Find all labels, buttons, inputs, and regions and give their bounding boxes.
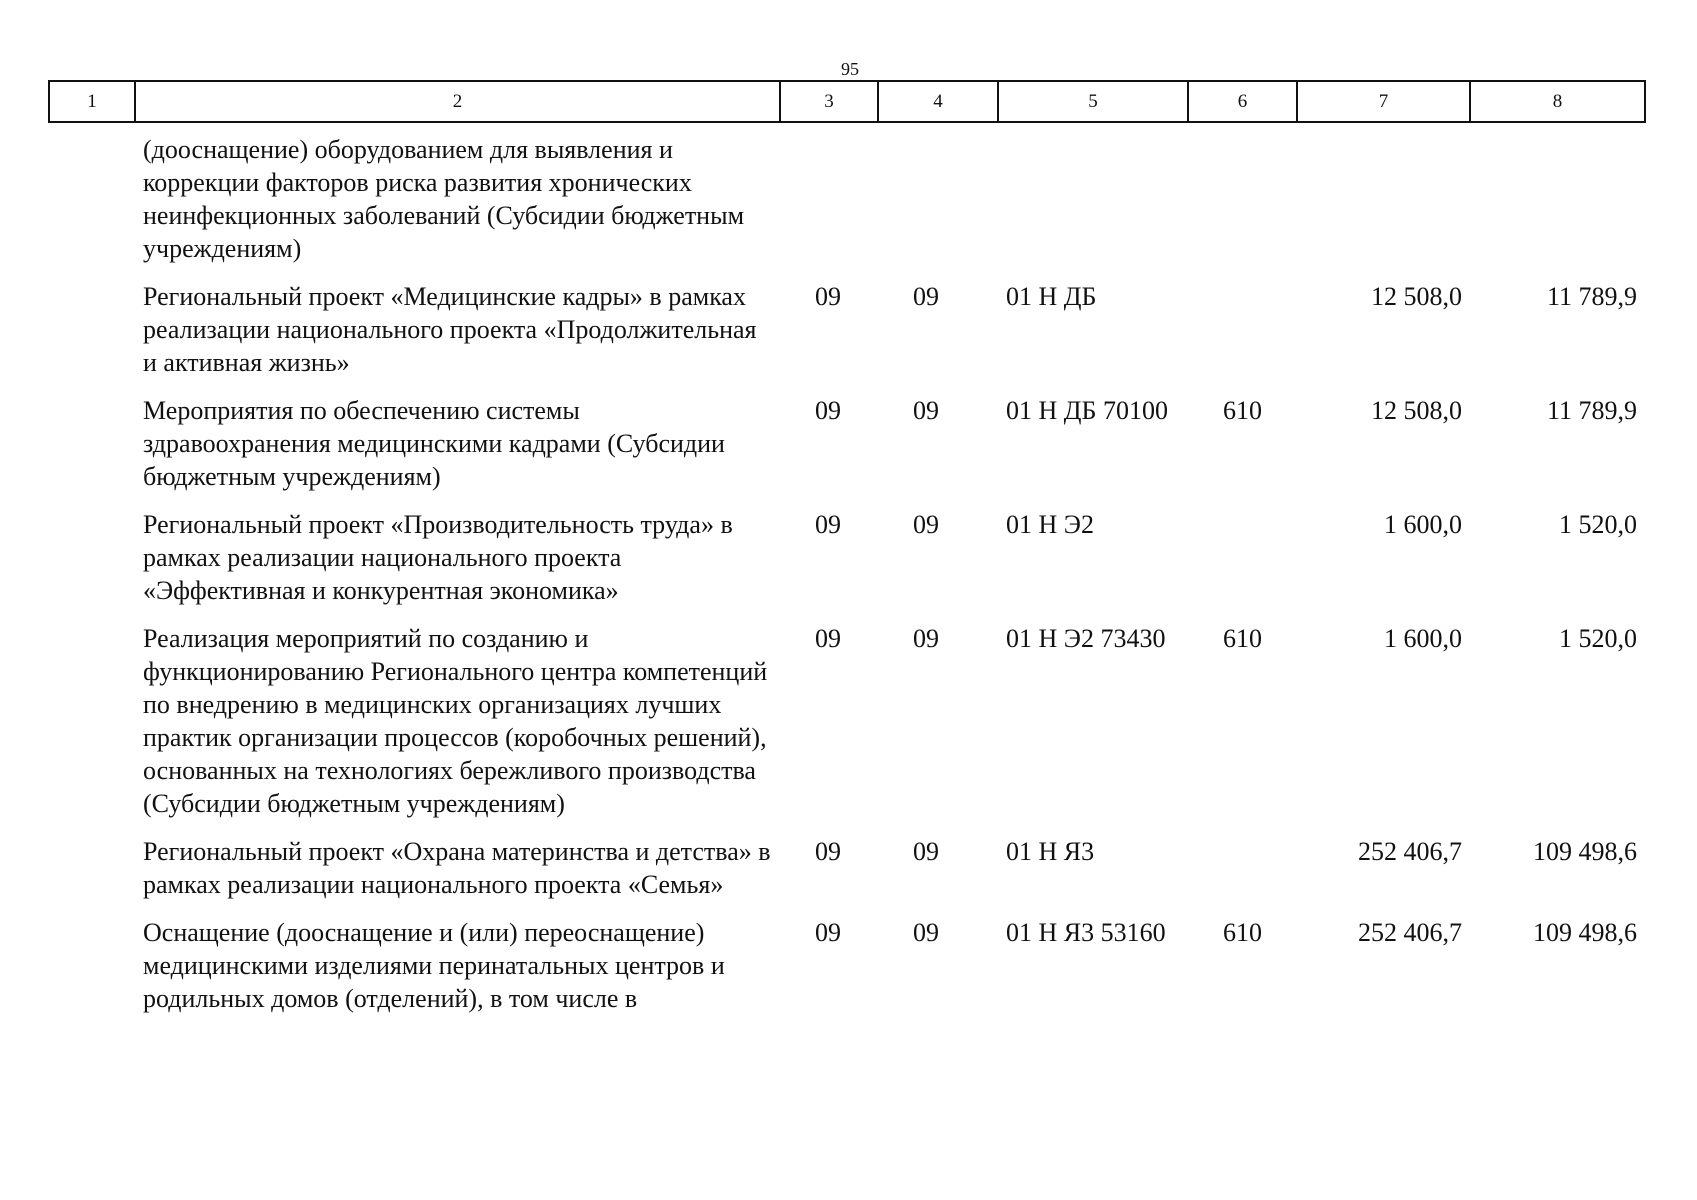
row-subsection bbox=[878, 122, 998, 280]
table-row bbox=[49, 916, 1645, 1030]
row-section: 09 bbox=[815, 624, 841, 653]
header-col-2: 2 bbox=[135, 81, 780, 122]
header-col-1: 1 bbox=[49, 81, 135, 122]
header-col-6: 6 bbox=[1188, 81, 1297, 122]
row-amount-2 bbox=[1470, 122, 1645, 280]
row-target-article: 01 Н ДБ 70100 bbox=[1006, 396, 1168, 425]
row-target-article: 01 Н Э2 bbox=[1006, 510, 1094, 539]
row-target-article: 01 Н Э2 73430 bbox=[1006, 624, 1166, 653]
row-section: 09 bbox=[815, 282, 841, 311]
row-expense-type bbox=[1188, 508, 1297, 622]
table-row bbox=[49, 394, 1645, 508]
row-amount-1: 252 406,7 bbox=[1358, 918, 1462, 947]
row-amount-2: 11 789,9 bbox=[1546, 282, 1637, 311]
row-expense-type bbox=[1188, 122, 1297, 280]
row-amount-2: 109 498,6 bbox=[1533, 837, 1637, 866]
row-subsection: 09 bbox=[913, 282, 939, 311]
budget-table bbox=[48, 80, 1646, 1030]
table-row bbox=[49, 835, 1645, 916]
row-section: 09 bbox=[815, 510, 841, 539]
row-description: Оснащение (дооснащение и (или) переоснащение) медицинскими изделиями перинатальных центров и родильных домов (отделений), в том числе в bbox=[143, 918, 725, 1013]
header-col-7: 7 bbox=[1297, 81, 1470, 122]
row-target-article: 01 Н ДБ bbox=[1006, 282, 1097, 311]
header-col-4: 4 bbox=[878, 81, 998, 122]
row-target-article: 01 Н Я3 bbox=[1006, 837, 1095, 866]
table-body bbox=[49, 122, 1645, 1030]
row-description: Региональный проект «Охрана материнства и детства» в рамках реализации национального проекта «Семья» bbox=[143, 837, 771, 899]
row-expense-type: 610 bbox=[1223, 396, 1262, 425]
row-description: Региональный проект «Медицинские кадры» в рамках реализации национального проекта «Продолжительная и активная жизнь» bbox=[143, 282, 757, 377]
row-subsection: 09 bbox=[913, 510, 939, 539]
row-amount-2: 11 789,9 bbox=[1546, 396, 1637, 425]
row-amount-2: 1 520,0 bbox=[1559, 624, 1637, 653]
row-col1 bbox=[49, 622, 135, 835]
row-col1 bbox=[49, 835, 135, 916]
row-section bbox=[780, 122, 878, 280]
row-amount-1: 1 600,0 bbox=[1384, 510, 1462, 539]
row-expense-type: 610 bbox=[1223, 918, 1262, 947]
table-row bbox=[49, 280, 1645, 394]
row-expense-type bbox=[1188, 835, 1297, 916]
row-col1 bbox=[49, 394, 135, 508]
row-section: 09 bbox=[815, 918, 841, 947]
row-amount-1: 12 508,0 bbox=[1371, 282, 1462, 311]
row-amount-1: 252 406,7 bbox=[1358, 837, 1462, 866]
row-col1 bbox=[49, 280, 135, 394]
row-description: Мероприятия по обеспечению системы здравоохранения медицинскими кадрами (Субсидии бюджетным учреждениям) bbox=[143, 396, 725, 491]
header-col-5: 5 bbox=[998, 81, 1188, 122]
header-col-8: 8 bbox=[1470, 81, 1645, 122]
row-amount-1: 12 508,0 bbox=[1371, 396, 1462, 425]
header-row bbox=[49, 81, 1645, 122]
header-col-3: 3 bbox=[780, 81, 878, 122]
table-row bbox=[49, 622, 1645, 835]
row-expense-type: 610 bbox=[1223, 624, 1262, 653]
table-row bbox=[49, 508, 1645, 622]
row-amount-2: 109 498,6 bbox=[1533, 918, 1637, 947]
row-subsection: 09 bbox=[913, 918, 939, 947]
table-header bbox=[49, 81, 1645, 122]
row-section: 09 bbox=[815, 396, 841, 425]
table-row bbox=[49, 122, 1645, 280]
row-amount-1 bbox=[1297, 122, 1470, 280]
row-expense-type bbox=[1188, 280, 1297, 394]
row-col1 bbox=[49, 508, 135, 622]
row-description: Реализация мероприятий по созданию и функционированию Регионального центра компетенций по внедрению в медицинских организациях лучших практик организации процессов (коробочных решений), основанных на технологиях бережливого производства (Субсидии бюджетным учреждениям) bbox=[143, 624, 768, 818]
row-col1 bbox=[49, 916, 135, 1030]
row-col1 bbox=[49, 122, 135, 280]
row-description: (дооснащение) оборудованием для выявления и коррекции факторов риска развития хронических неинфекционных заболеваний (Субсидии бюджетным учреждениям) bbox=[143, 135, 745, 263]
row-section: 09 bbox=[815, 837, 841, 866]
row-subsection: 09 bbox=[913, 624, 939, 653]
row-target-article bbox=[998, 122, 1188, 280]
row-description: Региональный проект «Производительность труда» в рамках реализации национального проекта «Эффективная и конкурентная экономика» bbox=[143, 510, 733, 605]
row-subsection: 09 bbox=[913, 837, 939, 866]
row-amount-2: 1 520,0 bbox=[1559, 510, 1637, 539]
row-target-article: 01 Н Я3 53160 bbox=[1006, 918, 1166, 947]
row-subsection: 09 bbox=[913, 396, 939, 425]
row-amount-1: 1 600,0 bbox=[1384, 624, 1462, 653]
page-number: 95 bbox=[841, 59, 859, 79]
